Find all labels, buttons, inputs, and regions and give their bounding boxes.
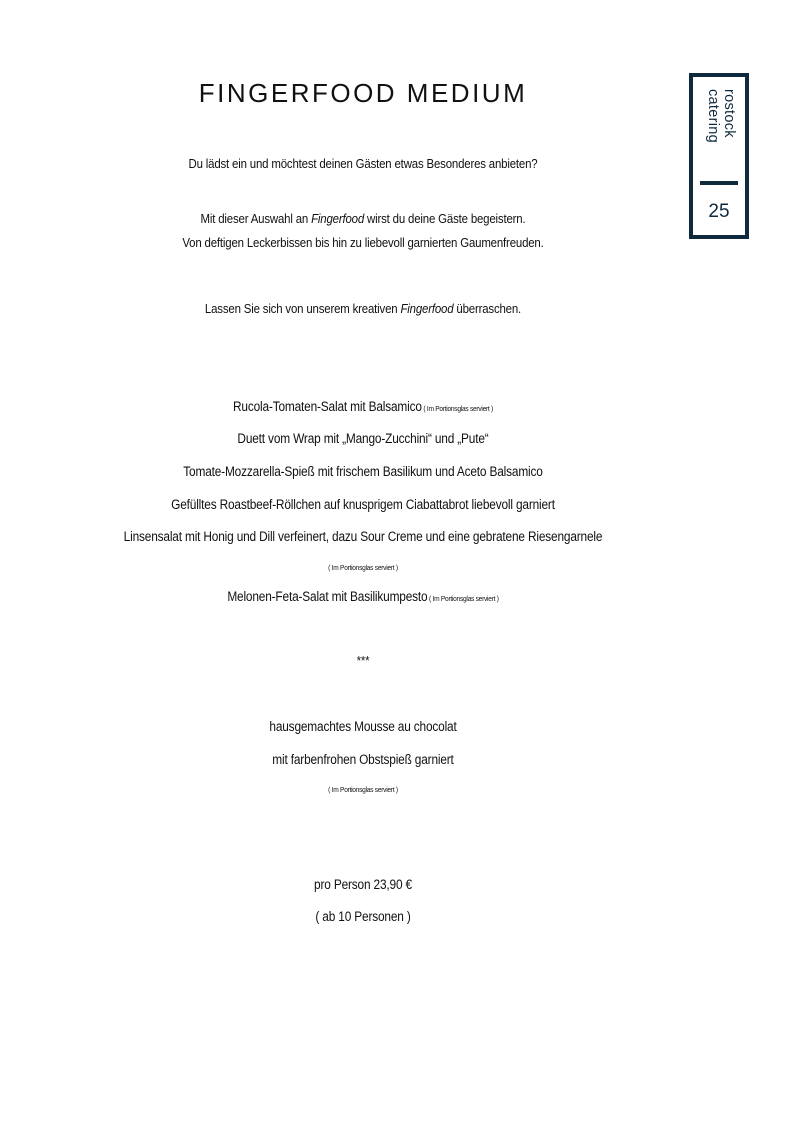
page-number: 25	[708, 201, 730, 222]
intro-emphasis: Fingerfood	[311, 211, 365, 226]
intro-text: wirst du deine Gäste begeistern.	[364, 211, 526, 226]
menu-item-text: Duett vom Wrap mit „Mango-Zucchini“ und „Pute“	[237, 431, 489, 446]
menu-item	[44, 589, 683, 604]
dessert-line-2: mit farbenfrohen Obstspieß garniert	[272, 752, 454, 767]
serving-note: ( Im Portionsglas serviert )	[421, 404, 493, 413]
dessert-line-1: hausgemachtes Mousse au chocolat	[269, 719, 457, 734]
intro-line-4	[44, 301, 683, 316]
intro-text: Lassen Sie sich von unserem kreativen	[204, 301, 401, 316]
intro-text: überraschen.	[453, 301, 522, 316]
menu-item	[44, 529, 683, 544]
intro-line-1: Du lädst ein und möchtest deinen Gästen etwas Besonderes anbieten?	[188, 156, 538, 171]
intro-line-3: Von deftigen Leckerbissen bis hin zu liebevoll garnierten Gaumenfreuden.	[182, 235, 544, 250]
serving-note: ( Im Portionsglas serviert )	[328, 785, 398, 794]
menu-item	[44, 431, 683, 446]
section-separator: ***	[356, 653, 370, 668]
menu-item-text: Tomate-Mozzarella-Spieß mit frischem Basilikum und Aceto Balsamico	[183, 464, 543, 479]
menu-item-text: Rucola-Tomaten-Salat mit Balsamico	[232, 399, 422, 414]
menu-item-text: Gefülltes Roastbeef-Röllchen auf knusprigem Ciabattabrot liebevoll garniert	[171, 497, 555, 512]
page-title: FINGERFOOD MEDIUM	[198, 78, 528, 108]
serving-note: ( Im Portionsglas serviert )	[328, 563, 398, 572]
price-per-person: pro Person 23,90 €	[314, 877, 412, 892]
intro-emphasis: Fingerfood	[400, 301, 454, 316]
brand-name-line2: catering	[705, 89, 721, 143]
serving-note: ( Im Portionsglas serviert )	[427, 594, 499, 603]
menu-item	[44, 497, 683, 512]
minimum-persons: ( ab 10 Personen )	[315, 909, 411, 924]
menu-item	[44, 399, 683, 414]
brand-page-badge	[689, 73, 749, 239]
badge-divider	[700, 181, 738, 185]
menu-item-text: Melonen-Feta-Salat mit Basilikumpesto	[227, 589, 428, 604]
intro-text: Mit dieser Auswahl an	[200, 211, 312, 226]
brand-logo	[701, 85, 739, 175]
brand-name-line1: rostock	[721, 89, 737, 138]
menu-item-text: Linsensalat mit Honig und Dill verfeinert, dazu Sour Creme und eine gebratene Riesengarnele	[123, 529, 603, 544]
intro-line-2	[44, 211, 683, 226]
menu-item	[44, 464, 683, 479]
